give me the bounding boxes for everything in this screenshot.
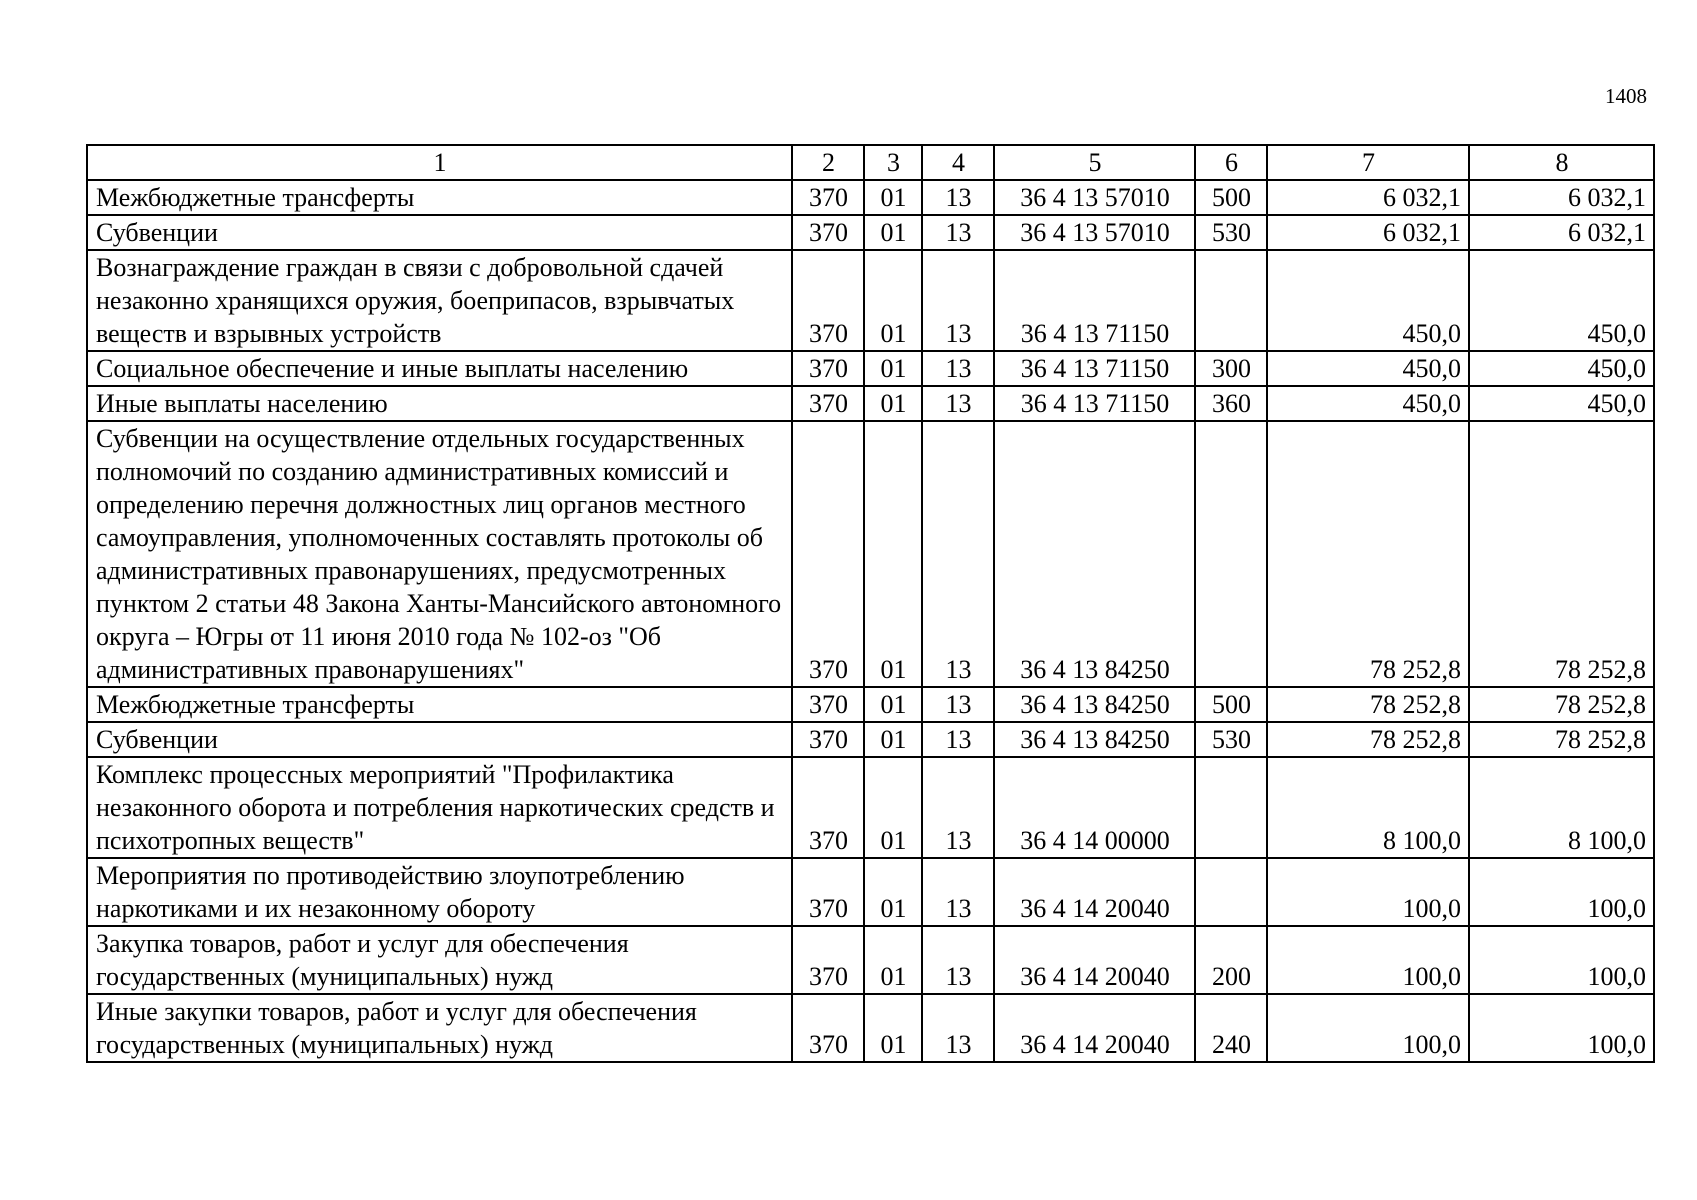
row-col-8: 100,0 [1469, 994, 1654, 1062]
table-row [87, 250, 1654, 351]
row-col-4: 13 [922, 757, 994, 858]
row-col-4: 13 [922, 180, 994, 215]
row-col-2: 370 [792, 421, 864, 687]
row-col-3: 01 [864, 722, 922, 757]
row-name: Закупка товаров, работ и услуг для обеспечения государственных (муниципальных) нужд [87, 926, 792, 994]
row-col-7: 8 100,0 [1267, 757, 1469, 858]
row-col-2: 370 [792, 250, 864, 351]
row-col-8: 450,0 [1469, 250, 1654, 351]
row-col-5: 36 4 13 57010 [994, 180, 1195, 215]
row-col-7: 6 032,1 [1267, 180, 1469, 215]
row-col-7: 78 252,8 [1267, 687, 1469, 722]
row-name: Субвенции [87, 722, 792, 757]
row-col-4: 13 [922, 994, 994, 1062]
row-col-6 [1195, 250, 1267, 351]
budget-table [86, 144, 1655, 1063]
row-col-5: 36 4 13 84250 [994, 687, 1195, 722]
row-col-6 [1195, 757, 1267, 858]
row-col-7: 450,0 [1267, 351, 1469, 386]
row-col-7: 6 032,1 [1267, 215, 1469, 250]
row-col-6: 360 [1195, 386, 1267, 421]
row-col-8: 6 032,1 [1469, 180, 1654, 215]
row-col-6: 200 [1195, 926, 1267, 994]
row-col-6: 500 [1195, 180, 1267, 215]
row-name: Вознаграждение граждан в связи с добровольной сдачей незаконно хранящихся оружия, боеприпасов, взрывчатых веществ и взрывных устройств [87, 250, 792, 351]
table-row [87, 687, 1654, 722]
row-col-8: 78 252,8 [1469, 722, 1654, 757]
row-col-5: 36 4 13 57010 [994, 215, 1195, 250]
row-col-4: 13 [922, 858, 994, 926]
row-col-6: 500 [1195, 687, 1267, 722]
table-row [87, 386, 1654, 421]
table-row [87, 351, 1654, 386]
row-col-3: 01 [864, 250, 922, 351]
row-name: Мероприятия по противодействию злоупотреблению наркотиками и их незаконному обороту [87, 858, 792, 926]
row-col-5: 36 4 14 20040 [994, 994, 1195, 1062]
table-header [87, 145, 1654, 180]
row-col-4: 13 [922, 250, 994, 351]
row-col-3: 01 [864, 926, 922, 994]
row-col-4: 13 [922, 351, 994, 386]
row-col-7: 100,0 [1267, 926, 1469, 994]
row-col-4: 13 [922, 722, 994, 757]
row-col-7: 450,0 [1267, 250, 1469, 351]
row-col-3: 01 [864, 421, 922, 687]
row-name: Межбюджетные трансферты [87, 687, 792, 722]
row-name: Социальное обеспечение и иные выплаты населению [87, 351, 792, 386]
row-col-3: 01 [864, 757, 922, 858]
header-col-4: 4 [922, 145, 994, 180]
row-name: Субвенции на осуществление отдельных государственных полномочий по созданию административных комиссий и определению перечня должностных лиц органов местного самоуправления, уполномоченных составлять протоколы об административных правонарушениях, предусмотренных пунктом 2 статьи 48 Закона Ханты-Мансийского автономного округа – Югры от 11 июня 2010 года № 102-оз "Об административных правонарушениях" [87, 421, 792, 687]
table-row [87, 215, 1654, 250]
table-row [87, 421, 1654, 687]
row-col-8: 100,0 [1469, 926, 1654, 994]
row-col-5: 36 4 13 84250 [994, 421, 1195, 687]
table-row [87, 994, 1654, 1062]
header-col-2: 2 [792, 145, 864, 180]
row-col-7: 100,0 [1267, 994, 1469, 1062]
row-col-7: 78 252,8 [1267, 722, 1469, 757]
row-col-4: 13 [922, 215, 994, 250]
row-col-4: 13 [922, 421, 994, 687]
row-col-2: 370 [792, 180, 864, 215]
row-col-6: 530 [1195, 722, 1267, 757]
table-row [87, 757, 1654, 858]
row-name: Субвенции [87, 215, 792, 250]
row-col-6 [1195, 858, 1267, 926]
header-col-8: 8 [1469, 145, 1654, 180]
page-number: 1408 [1605, 84, 1647, 108]
row-col-3: 01 [864, 351, 922, 386]
row-col-3: 01 [864, 994, 922, 1062]
row-col-8: 6 032,1 [1469, 215, 1654, 250]
row-col-2: 370 [792, 722, 864, 757]
row-col-5: 36 4 13 71150 [994, 386, 1195, 421]
row-col-2: 370 [792, 386, 864, 421]
row-name: Комплекс процессных мероприятий "Профилактика незаконного оборота и потребления наркотических средств и психотропных веществ" [87, 757, 792, 858]
row-col-8: 78 252,8 [1469, 421, 1654, 687]
row-col-4: 13 [922, 386, 994, 421]
row-col-3: 01 [864, 215, 922, 250]
row-name: Иные выплаты населению [87, 386, 792, 421]
row-col-7: 450,0 [1267, 386, 1469, 421]
row-col-2: 370 [792, 757, 864, 858]
row-col-5: 36 4 14 00000 [994, 757, 1195, 858]
table-row [87, 926, 1654, 994]
row-col-2: 370 [792, 926, 864, 994]
row-col-2: 370 [792, 351, 864, 386]
row-col-5: 36 4 13 71150 [994, 351, 1195, 386]
header-col-5: 5 [994, 145, 1195, 180]
row-col-6 [1195, 421, 1267, 687]
header-col-6: 6 [1195, 145, 1267, 180]
row-col-2: 370 [792, 687, 864, 722]
row-col-3: 01 [864, 687, 922, 722]
row-col-2: 370 [792, 215, 864, 250]
row-col-4: 13 [922, 687, 994, 722]
row-col-5: 36 4 13 71150 [994, 250, 1195, 351]
header-col-7: 7 [1267, 145, 1469, 180]
row-col-8: 450,0 [1469, 351, 1654, 386]
row-col-7: 100,0 [1267, 858, 1469, 926]
row-col-6: 300 [1195, 351, 1267, 386]
row-col-7: 78 252,8 [1267, 421, 1469, 687]
row-name: Иные закупки товаров, работ и услуг для обеспечения государственных (муниципальных) нужд [87, 994, 792, 1062]
row-col-5: 36 4 13 84250 [994, 722, 1195, 757]
row-col-3: 01 [864, 180, 922, 215]
row-col-3: 01 [864, 858, 922, 926]
row-col-5: 36 4 14 20040 [994, 926, 1195, 994]
row-name: Межбюджетные трансферты [87, 180, 792, 215]
row-col-8: 8 100,0 [1469, 757, 1654, 858]
row-col-4: 13 [922, 926, 994, 994]
row-col-8: 450,0 [1469, 386, 1654, 421]
header-col-1: 1 [87, 145, 792, 180]
row-col-6: 530 [1195, 215, 1267, 250]
table-row [87, 180, 1654, 215]
row-col-8: 100,0 [1469, 858, 1654, 926]
header-row [87, 145, 1654, 180]
table-body [87, 180, 1654, 1062]
table-row [87, 858, 1654, 926]
row-col-6: 240 [1195, 994, 1267, 1062]
row-col-3: 01 [864, 386, 922, 421]
row-col-8: 78 252,8 [1469, 687, 1654, 722]
table-row [87, 722, 1654, 757]
row-col-5: 36 4 14 20040 [994, 858, 1195, 926]
header-col-3: 3 [864, 145, 922, 180]
row-col-2: 370 [792, 994, 864, 1062]
row-col-2: 370 [792, 858, 864, 926]
